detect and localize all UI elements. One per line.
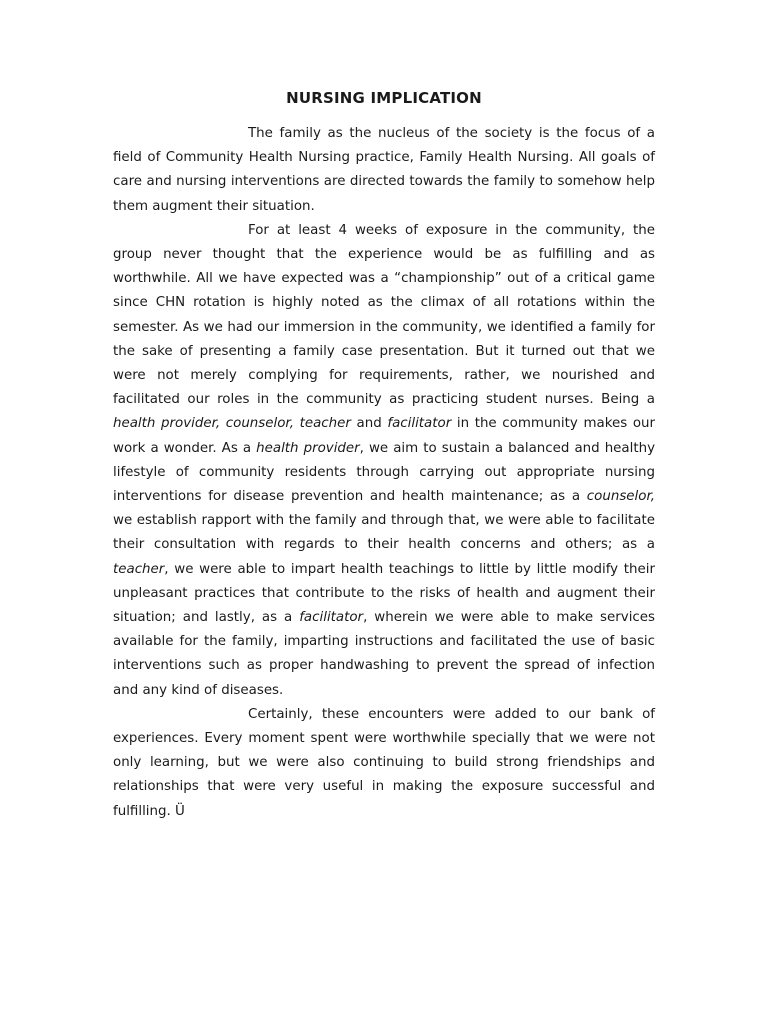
paragraph-2 (113, 219, 655, 703)
paragraph-2-text-7: , wherein we were able to make services available for the family, imparting instructions and facilitated the use of basic interventions such as proper handwashing to prevent the spread of infection and any kind of diseases. (113, 610, 656, 698)
teacher-italic: teacher (113, 561, 165, 577)
page-title: NURSING IMPLICATION (286, 89, 482, 107)
paragraph-3: Certainly, these encounters were added to our bank of experiences. Every moment spent were worthwhile specially that we were not only learning, but we were also continuing to build strong friendships and relationships that were very useful in making the exposure successful and fulfilling. Ü (113, 706, 655, 819)
paragraph-1: The family as the nucleus of the society is the focus of a field of Community Health Nursing practice, Family Health Nursing. All goals of care and nursing interventions are directed towards the family to somehow help them augment their situation. (113, 126, 655, 214)
document-body (113, 122, 655, 824)
paragraph-2-text-5: we establish rapport with the family and through that, we were able to facilitate their consultation with regards to their health concerns and others; as a (113, 513, 655, 553)
paragraph-2-text-2: and (350, 416, 388, 432)
paragraph-2-text-1: For at least 4 weeks of exposure in the community, the group never thought that the experience would be as fulfilling and as worthwhile. All we have expected was a “championship” out of a critical game since CHN rotation is highly noted as the climax of all rotations within the semester. As we had our immersion in the community, we identified a family for the sake of presenting a family case presentation. But it turned out that we were not merely complying for requirements, rather, we nourished and facilitated our roles in the community as practicing student nurses. Being a (113, 222, 655, 408)
counselor-italic: counselor, (586, 489, 655, 505)
facilitator-italic: facilitator (387, 416, 452, 432)
facilitator-italic-2: facilitator (299, 610, 364, 626)
roles-italic: health provider, counselor, teacher (113, 416, 351, 432)
paragraph-2-text-6: , we were able to impart health teachings to little by little modify their unpleasant practices that contribute to the risks of health and augment their situation; and lastly, as a (113, 561, 655, 626)
paragraph-2-text-4: , we aim to sustain a balanced and healthy lifestyle of community residents through carrying out appropriate nursing interventions for disease prevention and health maintenance; as a (113, 440, 656, 505)
health-provider-italic: health provider (256, 440, 360, 456)
paragraph-2-text-3: in the community makes our work a wonder. As a (113, 416, 656, 456)
